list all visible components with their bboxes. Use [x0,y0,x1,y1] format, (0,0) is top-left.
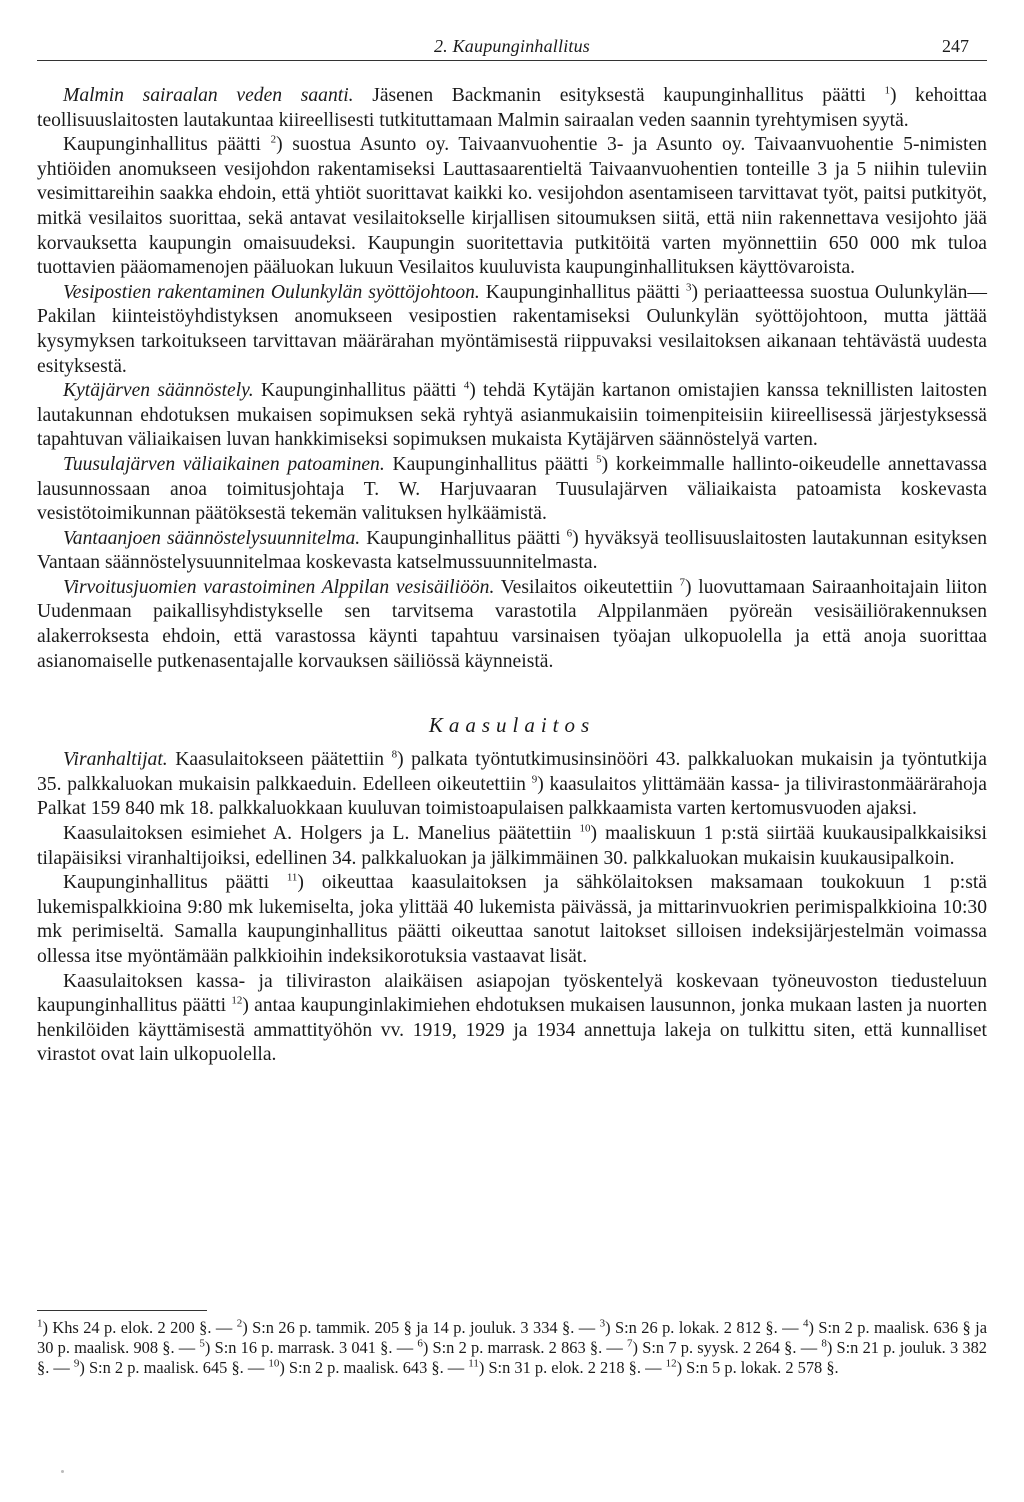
footnote-number: 8 [821,1337,827,1350]
paragraph-taivaanvuohentie [37,133,987,281]
footnote-entry: ) S:n 5 p. lokak. 2 578 §. [676,1358,839,1377]
footnote-ref: 2 [270,133,277,146]
footnote-entry: ) S:n 2 p. marrask. 2 863 §. — [422,1338,628,1357]
footnote-entry: ) S:n 2 p. maalisk. 636 § ja 30 p. maalisk. 908 §. — [37,1318,988,1357]
paragraph-topic: Vesipostien rakentaminen Oulunkylän syöttöjohtoon. [63,281,480,303]
paragraph-topic: Viranhaltijat. [63,749,168,771]
paragraph-esimiehet [37,822,987,871]
paragraph-vesipostit [37,281,987,379]
paragraph-text: ) suostua Asunto oy. Taivaanvuohentie 3- ja Asunto oy. Taivaanvuohentie 5-nimisten yhtiöiden anomukseen vesijohdon rakentamiseksi Lauttasaarentieltä Taivaanvuohentien tonteille 3 ja 5 niihin tuleviin vesimittareihin saakka ehdoin, että yhtiöt suorittavat kaikki ko. vesijohdon asentamiseen tarvittavat työt, paitsi putkityöt, mitkä vesilaitos suorittaa, sekä antavat vesilaitokselle kirjallisen sitoumuksen siitä, että niin rakennettava vesijohto jää korvauksetta kaupungin omaisuudeksi. Kaupungin suoritettavia putkitöitä varten myönnettiin 650 000 mk tuloa tuottavien pääomamenojen pääluokan lukuun Vesilaitos kuuluvista kaupunginhallituksen käyttövaroista. [37,134,987,279]
paragraph-asiapoika [37,970,987,1068]
paragraph-text: Kaupunginhallitus päätti [360,527,567,549]
body-text [37,84,987,1068]
running-header [37,34,987,60]
footnote-ref: 9 [531,773,538,786]
paragraph-tuusulajarvi [37,453,987,527]
paragraph-text: Kaupunginhallitus päätti [63,872,287,894]
paragraph-topic: Malmin sairaalan veden saanti. [63,85,354,106]
footnote-ref: 5 [596,453,602,466]
paragraph-text: Kaupunginhallitus päätti [384,453,597,475]
page-number: 247 [942,36,969,56]
footnote-ref: 8 [391,748,398,761]
paragraph-text: ) antaa kaupunginlakimiehen ehdotuksen mukaisen lausunnon, jonka mukaan lasten ja nuorten henkilöiden käyttämisestä ammattityöhön vv. 1919, 1929 ja 1934 annettuja lakeja on tulkittu siten, että kunnalliset virastot ovat lain ulkopuolella. [37,995,987,1066]
scan-speck [61,1470,64,1473]
footnote-number: 2 [236,1317,243,1330]
footnote-number: 10 [268,1357,280,1370]
paragraph-topic: Virvoitusjuomien varastoiminen Alppilan vesisäiliöön. [63,576,495,598]
paragraph-kytajarvi [37,379,987,453]
footnote-number: 7 [627,1337,633,1350]
footnote-entry: ) S:n 26 p. tammik. 205 § ja 14 p. jouluk. 3 334 §. — [242,1318,600,1337]
footnote-ref: 3 [686,281,692,294]
footnote-ref: 11 [286,871,298,884]
header-rule [37,60,987,61]
header-title: 2. Kaupunginhallitus [433,36,590,56]
footnote-ref: 6 [566,527,573,540]
footnote-number: 9 [73,1357,80,1370]
paragraph-topic: Kytäjärven säännöstely. [63,380,254,402]
paragraph-text: ) kehoittaa teollisuuslaitosten lautakuntaa kiireellisesti tutkituttamaan Malmin sairaalan veden saannin tyrehtymisen syytä. [37,85,987,131]
footnote-ref: 4 [463,379,470,392]
footnote-ref: 12 [231,994,243,1007]
paragraph-viranhaltijat [37,748,987,822]
paragraph-lukemispalkkiot [37,871,987,969]
paragraph-text: ) tehdä Kytäjän kartanon omistajien kanssa teknillisten laitosten lautakunnan ehdotuksen mukaisen sopimuksen sekä ryhtyä asianmukaisiin toimenpiteisiin kiireellisessä järjestyksessä tapahtuvan väliaikaisen luvan hankkimiseksi sopimuksen mukaista Kytäjärven säännöstelyä varten. [37,380,987,451]
footnote-number: 3 [599,1317,606,1330]
paragraph-text: ) korkeimmalle hallinto-oikeudelle annettavassa lausunnossaan anoa toimitusjohtaja T. W. Harjuvaaran Tuusulajärven väliaikaista patoamista koskevasta vesistötoimikunnan päätöksestä tekemän valituksen hylkäämistä. [37,453,988,525]
footnote-entry: ) S:n 16 p. marrask. 3 041 §. — [204,1338,418,1357]
paragraph-text: Kaasulaitokseen päätettiin [167,749,392,771]
paragraph-text: ) luovuttamaan Sairaanhoitajain liiton Uudenmaan paikallisyhdistykselle sen tarvitsema varastotila Alppilanmäen pyöreän vesisäiliörakennuksen alakerroksesta ehdoin, että varastossa käynti tapahtuu varsinaisen työajan ulkopuolella ja että anoja suorittaa asianomaiselle putkenasentajalle korvauksen säiliössä käynneistä. [37,576,987,672]
footnote-number: 12 [665,1357,677,1370]
paragraph-text: ) hyväksyä teollisuuslaitosten lautakunnan esityksen Vantaan säännöstelysuunnitelmaa koskevasta katselmussuunnitelmasta. [37,527,987,574]
footnote-number: 6 [417,1337,423,1350]
paragraph-text: Kaasulaitoksen kassa- ja tiliviraston alaikäisen asiapojan työskentelyä koskevaan työneuvoston tiedusteluun kaupunginhallitus päätti [37,970,987,1017]
paragraph-vantaanjoki [37,527,987,576]
footnote-entry: ) Khs 24 p. elok. 2 200 §. — [42,1318,237,1337]
paragraph-malmin-sairaala [37,84,987,133]
footnote-entry: ) S:n 7 p. syysk. 2 264 §. — [632,1338,822,1357]
paragraph-text: Kaasulaitoksen esimiehet A. Holgers ja L. Manelius päätettiin [63,823,580,845]
paragraph-text: Kaupunginhallitus päätti [63,134,271,156]
paragraph-text: Kaupunginhallitus päätti [253,380,464,402]
paragraph-text: ) periaatteessa suostua Oulunkylän—Pakilan kiinteistöyhdistyksen anomukseen vesipostien rakentamiseksi Oulunkylän syöttöjohtoon, mutta jättää kysymyksen tarkoitukseen tarvittavan määrärahan myöntämisestä riippuvaksi vesilaitoksen aikanaan tehtävästä uudesta esityksestä. [37,281,987,377]
footnote-entry: ) S:n 2 p. maalisk. 645 §. — [79,1358,269,1377]
paragraph-virvoitusjuomat [37,576,987,674]
paragraph-text: Kaupunginhallitus päätti [479,281,687,303]
footnote-ref: 1 [884,84,890,97]
paragraph-text: Jäsenen Backmanin esityksestä kaupunginhallitus päätti [353,85,885,106]
paragraph-text: ) oikeuttaa kaasulaitoksen ja sähkölaitoksen maksamaan toukokuun 1 p:stä lukemispalkkioina 9:80 mk lukemiselta, joka ylittää 40 lukemista päivässä, ja mittarinvuokrien perimispalkkioina 10:30 mk perimiseltä. Samalla kaupunginhallitus päätti oikeuttaa sanotut laitokset silloisen indeksijärjestelmän voimassa ollessa itse myöntämään palkkioihin indeksikorotuksia vastaavat lisät. [37,872,987,967]
footnote-number: 1 [37,1317,43,1330]
footnote-number: 5 [199,1337,205,1350]
footnote-ref: 10 [579,822,591,835]
footnote-entry: ) S:n 26 p. lokak. 2 812 §. — [605,1318,803,1337]
footnotes [37,1318,987,1378]
footnote-entry: ) S:n 31 p. elok. 2 218 §. — [478,1358,666,1377]
footnote-entry: ) S:n 21 p. jouluk. 3 382 §. — [37,1338,987,1377]
paragraph-topic: Tuusulajärven väliaikainen patoaminen. [63,453,385,475]
footnote-number: 11 [468,1357,479,1370]
footnote-entry: ) S:n 2 p. maalisk. 643 §. — [279,1358,469,1377]
footnote-number: 4 [802,1317,809,1330]
paragraph-text: ) palkata työntutkimusinsinööri 43. palkkaluokan mukaisin ja työntutkija 35. palkkaluokan mukaisin palkkaeduin. Edelleen oikeutettiin [37,749,987,795]
paragraph-text: ) kaasulaitos ylittämään kassa- ja tilivirastonmäärärahoja Palkat 159 840 mk 18. palkkaluokkaan kuuluvan toimistoapulaisen palkkaamista varten kertomusvuoden ajaksi. [37,773,987,820]
section-title: Kaasulaitos [428,713,596,738]
paragraph-text: ) maaliskuun 1 p:stä siirtää kuukausipalkkaisiksi tilapäisiksi viranhaltijoiksi, edellinen 34. palkkaluokan ja jälkimmäinen 30. palkkaluokan mukaisin kuukausipalkoin. [37,823,987,869]
paragraph-text: Vesilaitos oikeutettiin [494,576,680,598]
footnote-text [37,1318,987,1378]
footnote-rule [37,1310,207,1311]
paragraph-topic: Vantaanjoen säännöstelysuunnitelma. [63,527,361,549]
footnote-ref: 7 [679,576,686,589]
